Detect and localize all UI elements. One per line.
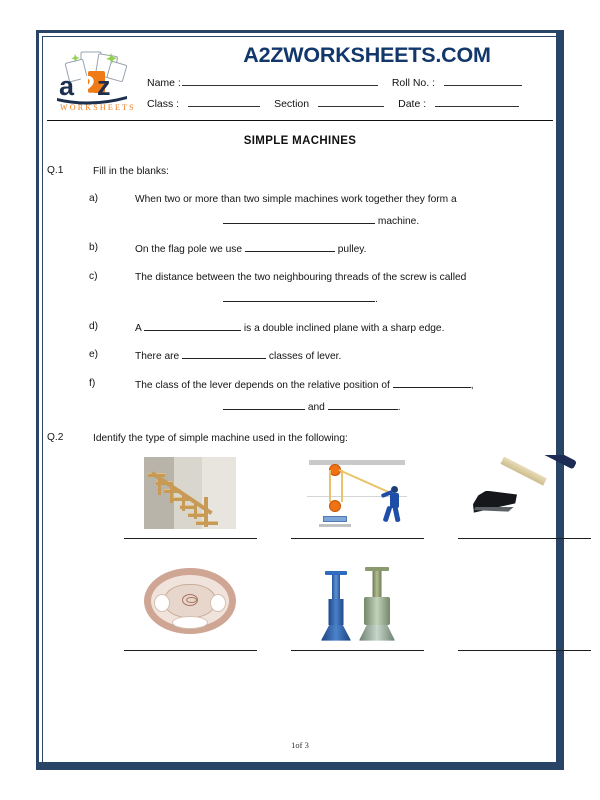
steering-wheel-image: [115, 563, 265, 641]
question-1e-text-part2: classes of lever.: [268, 351, 342, 363]
question-2-item-pulley: [282, 455, 432, 539]
question-1e-blank[interactable]: [182, 349, 266, 359]
class-section-date-row: [147, 96, 547, 117]
question-1b-text-part1: On the flag pole we use: [135, 244, 243, 256]
question-1e-label: e): [89, 349, 99, 361]
question-1a-text-part1: When two or more than two simple machines work together they form a: [135, 193, 457, 205]
question-1f-blank-1[interactable]: [393, 378, 471, 388]
page-frame-bottom-bar: [36, 762, 564, 770]
page-footer: [0, 740, 600, 750]
question-1c-blank[interactable]: [223, 292, 375, 302]
empty-image-slot: [449, 563, 599, 641]
question-1a-continuation: [223, 214, 553, 230]
answer-line-axe[interactable]: [458, 538, 591, 539]
question-1c-text-part1: The distance between the two neighbouring threads of the screw is called: [135, 272, 467, 284]
question-1b-text: [135, 242, 553, 258]
question-2-image-grid: [47, 455, 553, 651]
question-1d-label: d): [89, 320, 99, 332]
staircase-image: [115, 455, 265, 529]
question-1f-blank-3[interactable]: [328, 400, 398, 410]
question-1f-row: [47, 378, 553, 416]
question-1-prompt-row: [47, 165, 553, 180]
question-1a-blank[interactable]: [223, 214, 375, 224]
answer-line-screw-jack[interactable]: [291, 650, 424, 651]
question-1b-row: [47, 242, 553, 258]
question-1e-row: [47, 349, 553, 365]
green-screw-jack: [359, 567, 395, 641]
svg-text:z: z: [97, 71, 111, 101]
question-2-block: [47, 432, 553, 651]
screw-jack-illustration: [313, 563, 401, 641]
question-1-number: Q.1: [47, 165, 64, 176]
question-2-item-axe: [449, 455, 599, 539]
question-1e-text-part1: There are: [135, 351, 180, 363]
roll-no-label: Roll No. :: [391, 77, 436, 89]
answer-line-pulley[interactable]: [291, 538, 424, 539]
answer-line-blank[interactable]: [458, 650, 591, 651]
question-2-prompt: Identify the type of simple machine used in the following:: [93, 432, 348, 444]
question-1d-text-part1: A: [135, 322, 142, 334]
question-1f-text-part2: ,: [470, 380, 474, 392]
question-1d-text-part2: is a double inclined plane with a sharp edge.: [243, 322, 445, 334]
pulley-illustration: [301, 456, 413, 528]
page-number-label: 1of 3: [291, 740, 309, 750]
question-1f-continuation: [223, 400, 553, 416]
question-2-image-row-1: [47, 455, 553, 539]
steering-wheel-illustration: [142, 564, 238, 638]
question-1b-text-part2: pulley.: [337, 244, 367, 256]
staircase-illustration: [144, 457, 236, 529]
question-1d-row: [47, 321, 553, 337]
toyota-emblem-icon: [182, 594, 198, 606]
question-1d-text: [135, 321, 553, 337]
a2z-worksheets-logo: [51, 49, 137, 115]
question-2-item-screw-jack: [282, 563, 432, 651]
question-1c-continuation: [223, 292, 553, 308]
name-label: Name :: [147, 77, 181, 89]
question-1d-blank[interactable]: [144, 321, 241, 331]
question-1b-label: b): [89, 242, 99, 254]
page-title: SIMPLE MACHINES: [243, 135, 357, 147]
question-1e-text: [135, 349, 553, 365]
question-1f-label: f): [89, 378, 96, 390]
svg-text:WORKSHEETS: WORKSHEETS: [60, 103, 136, 112]
name-roll-row: [147, 75, 547, 96]
question-1f-text-part3: and: [307, 402, 325, 414]
question-1a-row: [47, 193, 553, 230]
site-title: A2ZWORKSHEETS.COM: [243, 43, 491, 67]
question-1a-text-part2: machine.: [377, 215, 420, 227]
question-1c-text: [135, 271, 553, 308]
question-1f-text-part4: .: [397, 402, 401, 414]
class-input[interactable]: [188, 96, 260, 107]
question-1-prompt: Fill in the blanks:: [93, 166, 169, 177]
student-info-fields: [147, 75, 547, 117]
question-2-item-staircase: [115, 455, 265, 539]
question-1f-text-part1: The class of the lever depends on the relative position of: [135, 380, 390, 392]
question-1c-text-part2: .: [375, 293, 378, 305]
name-input[interactable]: [182, 75, 378, 86]
date-input[interactable]: [435, 96, 519, 107]
question-1c-label: c): [89, 271, 98, 283]
blue-screw-jack: [321, 571, 351, 641]
answer-line-staircase[interactable]: [124, 538, 257, 539]
question-2-number: Q.2: [47, 431, 64, 443]
pulley-system-image: [282, 455, 432, 529]
axe-illustration: [465, 455, 583, 525]
axe-image: [449, 455, 599, 529]
worksheet-header: [47, 41, 553, 121]
question-2-prompt-row: [47, 432, 553, 447]
worksheet-content: [47, 41, 553, 759]
question-1f-text: [135, 378, 553, 416]
section-input[interactable]: [318, 96, 384, 107]
svg-text:a: a: [59, 71, 75, 101]
question-1a-label: a): [89, 192, 99, 204]
page-frame-right-bar: [556, 30, 564, 770]
class-label: Class :: [147, 98, 180, 110]
screw-jack-image: [282, 563, 432, 641]
question-2-image-row-2: [47, 563, 553, 651]
question-1f-blank-2[interactable]: [223, 400, 305, 410]
question-2-item-steering-wheel: [115, 563, 265, 651]
question-1-block: [47, 165, 553, 416]
roll-no-input[interactable]: [444, 75, 522, 86]
date-label: Date :: [398, 98, 427, 110]
svg-text:2: 2: [79, 71, 96, 103]
question-1b-blank[interactable]: [245, 242, 335, 252]
question-1a-text: [135, 193, 553, 230]
question-1c-row: [47, 271, 553, 308]
answer-line-steering-wheel[interactable]: [124, 650, 257, 651]
question-2-item-blank: [449, 563, 599, 651]
section-label: Section: [274, 98, 310, 110]
